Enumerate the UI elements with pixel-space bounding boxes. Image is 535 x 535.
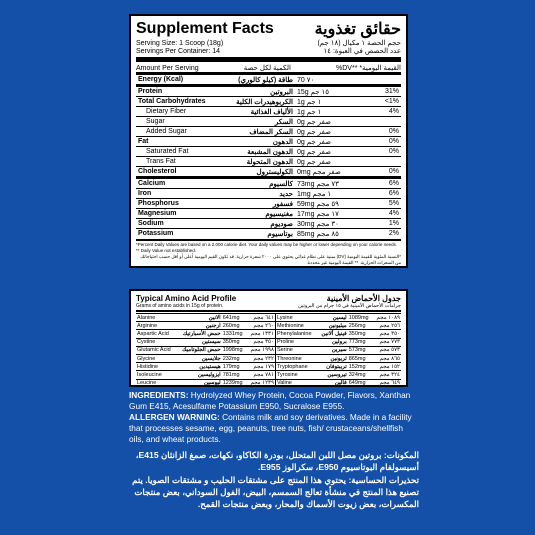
amino-mg-ar: ٥٧٣ مجم xyxy=(372,346,401,354)
nutrient-dv: 2% xyxy=(367,229,401,239)
amino-mg-ar: ١٢٣٩ مجم xyxy=(246,379,275,387)
nutrient-name-ar: صوديوم xyxy=(221,219,295,229)
allergen-ar: تحذيرات الحساسية: يحتوي هذا المنتج على مشتقات الحليب و مشتقات الصويا. يتم تصنيع هذا المنتج في منشأة تعالج السمسم، البيض، الفول السوداني، بعض منتجات المكسرات، بعض زيوت الأسماك والمحار، وبعض منتجات القمح. xyxy=(132,475,419,509)
amino-mg: 152mg xyxy=(348,363,373,371)
nutrient-row xyxy=(136,127,401,137)
nutrient-name-en: Phosphorus xyxy=(136,199,221,209)
nutrient-amount: 0g صفر جم xyxy=(295,147,367,157)
facts-title-ar: حقائق تغذوية xyxy=(314,21,401,38)
amino-name-en: Glutamic Acid xyxy=(136,346,176,354)
amino-mg-ar: ١٥٢ مجم xyxy=(372,363,401,371)
ingredients-label: INGREDIENTS: xyxy=(129,390,189,400)
amino-mg-ar: ٢٣٢ مجم xyxy=(246,354,275,362)
nutrient-dv: 0% xyxy=(367,167,401,178)
nutrient-row xyxy=(136,209,401,219)
amino-mg: 232mg xyxy=(222,354,247,362)
amino-table xyxy=(136,313,401,387)
amino-mg: 260mg xyxy=(222,322,247,330)
amino-mg-ar: ٦٤١ مجم xyxy=(246,314,275,322)
nutrient-name-en: Iron xyxy=(136,189,221,199)
nutrient-dv: 0% xyxy=(367,147,401,157)
serving-size-ar: حجم الحصة ١ مكيال (١٨ جم) xyxy=(317,40,401,47)
nutrient-row xyxy=(136,107,401,117)
nutrient-name-en: Cholesterol xyxy=(136,167,221,178)
nutrient-dv: 5% xyxy=(367,199,401,209)
amino-name-ar: برولين xyxy=(317,338,348,346)
nutrient-name-ar: طاقة (كيلو كالوري) xyxy=(221,74,295,86)
amino-mg: 641mg xyxy=(222,314,247,322)
nutrient-name-ar: كالسيوم xyxy=(221,178,295,189)
nutrient-amount: 59mg ٥٩ مجم xyxy=(295,199,367,209)
amino-title-ar: جدول الأحماض الأمينية xyxy=(326,294,401,303)
amino-mg-ar: ٢٦٠ مجم xyxy=(246,322,275,330)
nutrient-name-en: Fat xyxy=(136,137,221,147)
amino-name-ar: ليسين xyxy=(317,314,348,322)
amino-row xyxy=(136,354,401,362)
amino-row xyxy=(136,363,401,371)
amino-name-en: Phenylalanine xyxy=(275,330,317,338)
allergen-text: Contains milk and soy derivatives. Made in a facility that processes sesame, egg, peanuts, tree nuts, fish/ crustaceans/shellfish oils, and wheat products. xyxy=(129,412,412,444)
amino-name-en: Proline xyxy=(275,338,317,346)
amino-mg-ar: ١٩٩٨ مجم xyxy=(246,346,275,354)
footnote-ar: *النسبة المئوية للقيمة اليومية (DV) مبنية على نظام غذائي يحتوي على ٢٠٠٠ سعرة حرارية. قد تكون القيم اليومية أعلى أو أقل حسب احتياجاتك من السعرات الحرارية. ** القيمة اليومية غير محددة. xyxy=(140,254,401,265)
amino-mg-ar: ١٧٩ مجم xyxy=(246,363,275,371)
nutrient-name-ar: الدهون المتحولة xyxy=(221,157,295,167)
nutrient-dv: 0% xyxy=(367,137,401,147)
nutrient-name-en: Calcium xyxy=(136,178,221,189)
amino-name-ar: ايزوليسين xyxy=(176,371,222,379)
nutrient-name-ar: الدهون المشبعة xyxy=(221,147,295,157)
amino-mg-ar: ١٣٣١ مجم xyxy=(246,330,275,338)
nutrient-dv xyxy=(367,74,401,86)
amino-name-ar: ميثيونين xyxy=(317,322,348,330)
nutrient-name-ar: الكوليسترول xyxy=(221,167,295,178)
ingredients-ar: المكونات: بروتين مصل اللبن المتحلل، بودرة الكاكاو، نكهات، صمغ الزانثان E415، أسيسولفام البوتاسيوم E950، سكرالوز E955. xyxy=(135,450,419,472)
nutrient-row xyxy=(136,117,401,127)
nutrient-amount: 0g صفر جم xyxy=(295,157,367,167)
nutrient-name-en: Protein xyxy=(136,86,221,97)
divider xyxy=(136,310,401,312)
nutrient-row xyxy=(136,178,401,189)
amino-name-ar: تيروسين xyxy=(317,371,348,379)
amino-name-en: Alanine xyxy=(136,314,176,322)
amino-name-ar: جلايسين xyxy=(176,354,222,362)
amino-mg: 179mg xyxy=(222,363,247,371)
amino-mg: 1331mg xyxy=(222,330,247,338)
amino-mg: 1239mg xyxy=(222,379,247,387)
nutrient-name-en: Dietary Fiber xyxy=(136,107,221,117)
amino-name-en: Aspartic Acid xyxy=(136,330,176,338)
amino-name-en: Leucine xyxy=(136,379,176,387)
amino-row xyxy=(136,322,401,330)
amino-mg-ar: ١٠٨٩ مجم xyxy=(372,314,401,322)
amino-name-en: Valine xyxy=(275,379,317,387)
servings-en: Servings Per Container: 14 xyxy=(136,47,221,55)
amino-name-ar: ليوسين xyxy=(176,379,222,387)
amino-name-ar: ارجنين xyxy=(176,322,222,330)
amino-mg: 350mg xyxy=(348,330,373,338)
nutrient-name-ar: السكر xyxy=(221,117,295,127)
serving-size-en: Serving Size: 1 Scoop (18g) xyxy=(136,39,224,47)
amino-mg: 773mg xyxy=(348,338,373,346)
amino-name-ar: سيستين xyxy=(176,338,222,346)
nutrient-row xyxy=(136,97,401,107)
nutrient-name-ar: حديد xyxy=(221,189,295,199)
amino-name-en: Lysine xyxy=(275,314,317,322)
nutrient-name-ar: البروتين xyxy=(221,86,295,97)
nutrient-name-en: Total Carbohydrates xyxy=(136,97,221,107)
amino-name-en: Histidine xyxy=(136,363,176,371)
nutrient-name-en: Sugar xyxy=(136,117,221,127)
nutrient-amount: 1g ١ جم xyxy=(295,107,367,117)
amino-row xyxy=(136,338,401,346)
nutrient-name-en: Energy (Kcal) xyxy=(136,74,221,86)
nutrient-dv: 1% xyxy=(367,219,401,229)
amino-row xyxy=(136,330,401,338)
nutrient-amount: 85mg ٨٥ مجم xyxy=(295,229,367,239)
nutrient-name-en: Added Sugar xyxy=(136,127,221,137)
amino-mg-ar: ٣٥٠ مجم xyxy=(372,330,401,338)
nutrient-name-ar: فسفور xyxy=(221,199,295,209)
amino-name-en: Tryptophane xyxy=(275,363,317,371)
amino-row xyxy=(136,346,401,354)
nutrient-name-ar: الألياف الغذائية xyxy=(221,107,295,117)
nutrient-amount: 73mg ٧٣ مجم xyxy=(295,178,367,189)
amino-mg: 1089mg xyxy=(348,314,373,322)
nutrient-row xyxy=(136,147,401,157)
nutrient-amount: 1g ١ جم xyxy=(295,97,367,107)
amino-mg: 1998mg xyxy=(222,346,247,354)
nutrient-dv: 31% xyxy=(367,86,401,97)
nutrient-amount: 0g صفر جم xyxy=(295,127,367,137)
amino-name-en: Methionine xyxy=(275,322,317,330)
amount-header-en: Amount Per Serving xyxy=(136,64,199,72)
amino-name-en: Serine xyxy=(275,346,317,354)
amino-name-ar: ثريونين xyxy=(317,354,348,362)
amino-name-en: Tyrosine xyxy=(275,371,317,379)
nutrient-amount: 0g صفر جم xyxy=(295,137,367,147)
nutrient-name-ar: الدهون xyxy=(221,137,295,147)
nutrient-dv: 4% xyxy=(367,209,401,219)
amino-name-en: Arginine xyxy=(136,322,176,330)
amino-mg-ar: ٧٨١ مجم xyxy=(246,371,275,379)
servings-ar: عدد الحصص في العبوة: ١٤ xyxy=(323,48,401,55)
supplement-facts-panel xyxy=(129,14,408,268)
nutrient-amount: 70 ٧٠ xyxy=(295,74,367,86)
footnote-en: *Percent Daily Values are based on a 2,000 calorie diet. Your daily values may be higher or lower depending on your calorie needs. ** Daily Value not established. xyxy=(136,242,398,253)
nutrient-name-ar: بوتاسيوم xyxy=(221,229,295,239)
amino-mg-ar: ٨٦٥ مجم xyxy=(372,354,401,362)
amino-name-en: Threonine xyxy=(275,354,317,362)
nutrient-dv: 4% xyxy=(367,107,401,117)
amino-sub-en: Grams of amino acids in 15g of protein. xyxy=(136,303,224,309)
nutrient-dv: 6% xyxy=(367,178,401,189)
amino-name-en: Cystine xyxy=(136,338,176,346)
amino-mg: 573mg xyxy=(348,346,373,354)
amino-name-ar: حمض الجلوتاميك xyxy=(176,346,222,354)
nutrient-amount: 17mg ١٧ مجم xyxy=(295,209,367,219)
amino-mg-ar: ٢٥٦ مجم xyxy=(372,322,401,330)
amino-name-ar: فالين xyxy=(317,379,348,387)
amino-mg: 781mg xyxy=(222,371,247,379)
dv-header: %DV** *القيمة اليومية xyxy=(336,65,401,72)
nutrient-dv: 0% xyxy=(367,127,401,137)
nutrient-dv: 6% xyxy=(367,189,401,199)
divider xyxy=(136,57,401,62)
amino-row xyxy=(136,314,401,322)
nutrient-dv: <1% xyxy=(367,97,401,107)
nutrient-amount: 30mg ٣٠ مجم xyxy=(295,219,367,229)
ingredients-text: Hydrolyzed Whey Protein, Cocoa Powder, Flavors, Xanthan Gum E415, Acesulfame Potassium E950, Sucralose E955. xyxy=(129,390,411,411)
amino-mg-ar: ٧٧٣ مجم xyxy=(372,338,401,346)
nutrient-amount: 1mg ١ مجم xyxy=(295,189,367,199)
amino-name-ar: سيرين xyxy=(317,346,348,354)
nutrient-row xyxy=(136,74,401,86)
amino-mg: 865mg xyxy=(348,354,373,362)
amino-title-en: Typical Amino Acid Profile xyxy=(136,294,237,303)
nutrient-name-ar: مغنيسيوم xyxy=(221,209,295,219)
nutrient-name-en: Sodium xyxy=(136,219,221,229)
amount-header-ar: الكمية لكل حصة xyxy=(243,65,291,72)
nutrient-name-ar: الكربوهيدرات الكلية xyxy=(221,97,295,107)
nutrient-row xyxy=(136,189,401,199)
amino-name-ar: الانين xyxy=(176,314,222,322)
nutrient-amount: 15g ١٥ جم xyxy=(295,86,367,97)
nutrient-row xyxy=(136,229,401,239)
amino-mg: 649mg xyxy=(348,379,373,387)
nutrient-name-ar: السكر المضاف xyxy=(221,127,295,137)
amino-mg: 256mg xyxy=(348,322,373,330)
amino-row xyxy=(136,371,401,379)
amino-row xyxy=(136,379,401,387)
amino-name-en: Isoleucine xyxy=(136,371,176,379)
nutrition-table xyxy=(136,72,401,238)
nutrient-row xyxy=(136,137,401,147)
nutrient-name-en: Trans Fat xyxy=(136,157,221,167)
amino-mg-ar: ٦٤٩ مجم xyxy=(372,379,401,387)
amino-name-ar: تريبتوفان xyxy=(317,363,348,371)
nutrient-amount: 0g صفر جم xyxy=(295,117,367,127)
nutrient-name-en: Magnesium xyxy=(136,209,221,219)
nutrient-amount: 0mg صفر مجم xyxy=(295,167,367,178)
ingredients-block xyxy=(129,390,419,445)
amino-name-ar: حمض الأسبارتيك xyxy=(176,330,222,338)
nutrient-row xyxy=(136,199,401,209)
nutrient-dv xyxy=(367,157,401,167)
allergen-label: ALLERGEN WARNING: xyxy=(129,412,220,422)
amino-name-ar: هيستيدين xyxy=(176,363,222,371)
amino-mg-ar: ٣٥٠ مجم xyxy=(246,338,275,346)
amino-mg-ar: ٣٢٤ مجم xyxy=(372,371,401,379)
amino-acid-panel xyxy=(129,289,408,387)
nutrient-row xyxy=(136,219,401,229)
amino-mg: 324mg xyxy=(348,371,373,379)
amino-name-ar: فينيل ألانين xyxy=(317,330,348,338)
nutrient-name-en: Saturated Fat xyxy=(136,147,221,157)
nutrient-row xyxy=(136,167,401,178)
amino-name-en: Glycine xyxy=(136,354,176,362)
facts-title-en: Supplement Facts xyxy=(136,20,274,37)
divider xyxy=(136,239,401,241)
amino-mg: 350mg xyxy=(222,338,247,346)
nutrient-row xyxy=(136,157,401,167)
nutrient-dv xyxy=(367,117,401,127)
nutrient-row xyxy=(136,86,401,97)
amino-sub-ar: جرامات الأحماض الأمينية في ١٥ جرام من البروتين xyxy=(298,303,401,309)
nutrient-name-en: Potassium xyxy=(136,229,221,239)
